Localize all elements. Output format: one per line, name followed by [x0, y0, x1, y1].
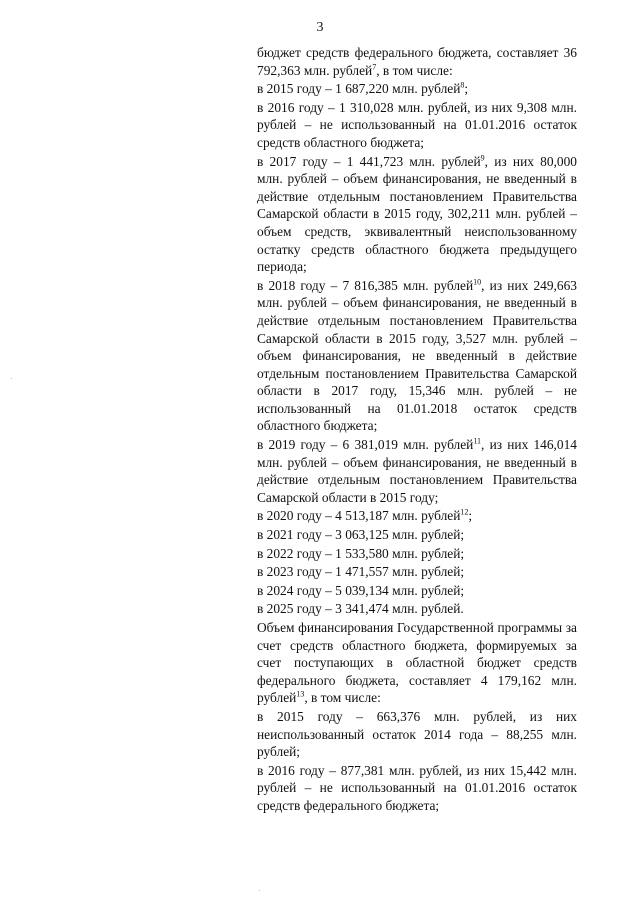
paragraph-p15: в 2016 году – 877,381 млн. рублей, из них 15,442 млн. рублей – не использованный на 01.01.2016 остаток средств федерального бюджета;	[257, 762, 577, 813]
footnote-ref: 9	[480, 153, 485, 163]
paragraph-p9: в 2022 году – 1 533,580 млн. рублей;	[257, 545, 465, 561]
footnote-ref: 8	[460, 80, 465, 90]
paragraph-p12: в 2025 году – 3 341,474 млн. рублей.	[257, 601, 464, 617]
footnote-ref: 7	[372, 62, 377, 72]
paragraph-p2: в 2015 году – 1 687,220 млн. рублей$^8$;	[257, 80, 469, 97]
scan-speck: ·	[10, 374, 13, 383]
paragraph-p1: бюджет средств федерального бюджета, составляет 36 792,363 млн. рублей$^7$, в том числе:	[257, 45, 577, 78]
paragraph-p11: в 2024 году – 5 039,134 млн. рублей;	[257, 582, 465, 598]
footnote-ref: 11	[473, 436, 482, 446]
paragraph-p10: в 2023 году – 1 471,557 млн. рублей;	[257, 564, 465, 580]
paragraph-p3: в 2016 году – 1 310,028 млн. рублей, из них 9,308 млн. рублей – не использованный на 01.01.2016 остаток средств областного бюджета;	[257, 99, 577, 150]
paragraph-p7: в 2020 году – 4 513,187 млн. рублей$^{12}$;	[257, 507, 473, 524]
paragraph-p14: в 2015 году – 663,376 млн. рублей, из них неиспользованный остаток 2014 года – 88,255 млн. рублей;	[257, 708, 577, 760]
footnote-ref: 13	[296, 689, 305, 699]
paragraph-p4: в 2017 году – 1 441,723 млн. рублей$^9$, из них 80,000 млн. рублей – объем финансирования, не введенный в действие отдельным постановлением Правительства Самарской области в 2015 году, 302,211 млн. рублей – объем средств, эквивалентный неиспользованному остатку средств областного бюджета предыдущего периода;	[257, 153, 578, 275]
footnote-ref: 12	[460, 507, 469, 517]
paragraph-p8: в 2021 году – 3 063,125 млн. рублей;	[257, 527, 465, 543]
paragraph-p6: в 2019 году – 6 381,019 млн. рублей$^{11}$, из них 146,014 млн. рублей – объем финансирования, не введенный в действие отдельным постановлением Правительства Самарской области в 2015 году;	[257, 436, 577, 505]
document-body	[257, 44, 577, 816]
paragraph-p5: в 2018 году – 7 816,385 млн. рублей$^{10}$, из них 249,663 млн. рублей – объем финансирования, не введенный в действие отдельным постановлением Правительства Самарской области в 2015 году, 3,527 млн. рублей – объем финансирования, не введенный в действие отдельным постановлением Правительства Самарской области в 2017 году, 15,346 млн. рублей – не использованный на 01.01.2018 остаток средств областного бюджета;	[257, 277, 577, 434]
footnote-ref: 10	[473, 277, 482, 287]
page-number: 3	[316, 20, 324, 35]
scan-speck: ·	[258, 886, 261, 895]
paragraph-p13: Объем финансирования Государственной программы за счет средств областного бюджета, формируемых за счет поступающих в областной бюджет средств федерального бюджета, составляет 4 179,162 млн. рублей$^{13}$, в том числе:	[257, 620, 577, 706]
